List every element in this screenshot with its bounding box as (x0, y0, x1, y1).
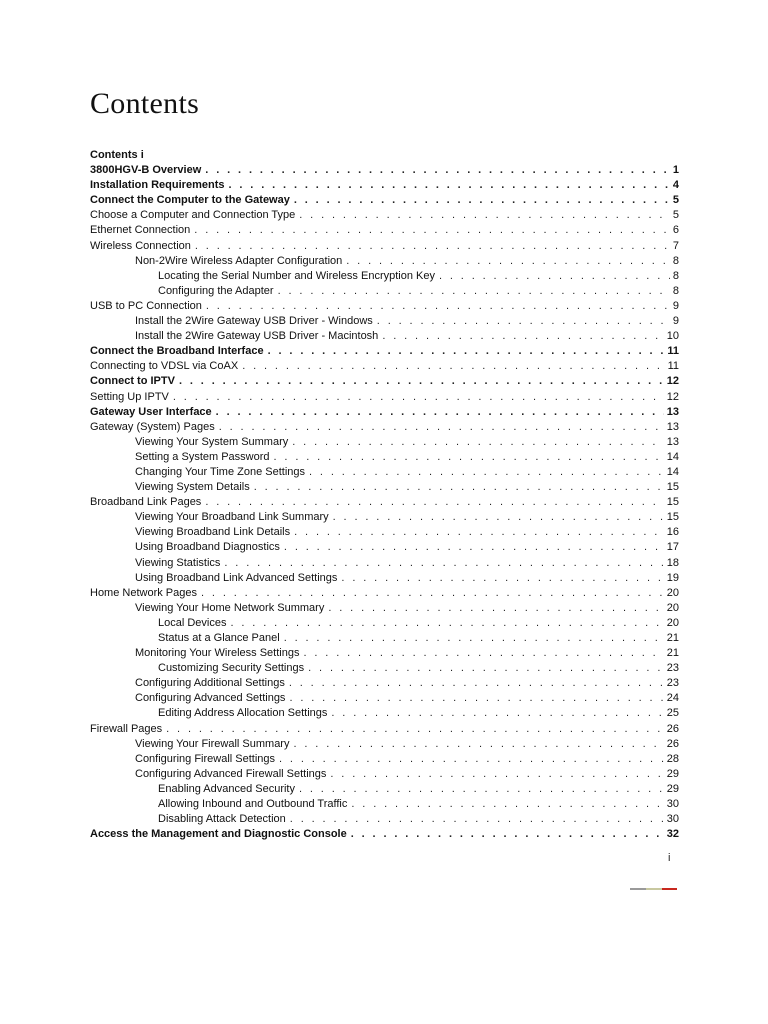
toc-entry-page: 12 (666, 390, 679, 403)
toc-entry-title: Connect the Broadband Interface (90, 345, 264, 358)
toc-entry[interactable] (90, 420, 679, 435)
page-number: i (668, 852, 671, 864)
toc-entry[interactable] (90, 148, 679, 163)
toc-dot-leader (293, 737, 663, 752)
toc-dot-leader (341, 571, 663, 586)
toc-entry-page: 14 (666, 465, 679, 478)
toc-entry[interactable] (90, 812, 679, 827)
toc-dot-leader (351, 827, 664, 842)
toc-dot-leader (230, 616, 663, 631)
toc-entry-title: Enabling Advanced Security (158, 782, 295, 795)
toc-dot-leader (289, 691, 663, 706)
toc-entry[interactable] (90, 435, 679, 450)
toc-entry-page: 13 (666, 435, 679, 448)
toc-entry-page: 9 (672, 315, 679, 328)
toc-entry-title: Wireless Connection (90, 239, 191, 252)
toc-entry-title: Local Devices (158, 616, 227, 629)
toc-dot-leader (179, 374, 664, 389)
toc-entry[interactable] (90, 344, 679, 359)
toc-dot-leader (216, 405, 664, 420)
toc-dot-leader (194, 223, 670, 238)
toc-dot-leader (292, 435, 663, 450)
toc-entry-title: Viewing Your Broadband Link Summary (135, 511, 329, 524)
toc-dot-leader (228, 178, 669, 193)
toc-entry-page: 30 (666, 813, 679, 826)
toc-entry-title: Configuring Advanced Settings (135, 692, 286, 705)
toc-dot-leader (284, 540, 664, 555)
toc-entry[interactable] (90, 676, 679, 691)
toc-entry[interactable] (90, 586, 679, 601)
toc-entry[interactable] (90, 556, 679, 571)
toc-entry[interactable] (90, 525, 679, 540)
toc-entry-title: Configuring Firewall Settings (135, 752, 276, 765)
toc-entry[interactable] (90, 571, 679, 586)
toc-entry-title: Using Broadband Link Advanced Settings (135, 571, 338, 584)
toc-dot-leader (346, 254, 670, 269)
toc-entry-page: 25 (666, 707, 679, 720)
toc-entry-page: 26 (666, 722, 679, 735)
toc-dot-leader (299, 782, 664, 797)
toc-entry-title: Viewing Statistics (135, 556, 221, 569)
toc-entry-title: USB to PC Connection (90, 299, 202, 312)
toc-entry[interactable] (90, 314, 679, 329)
toc-entry-title: Allowing Inbound and Outbound Traffic (158, 798, 348, 811)
toc-entry-title: Viewing Broadband Link Details (135, 526, 291, 539)
toc-dot-leader (284, 631, 664, 646)
toc-dot-leader (309, 465, 664, 480)
toc-entry-page: 4 (672, 179, 679, 192)
toc-entry-page: 20 (666, 601, 679, 614)
toc-entry-page: 10 (666, 330, 679, 343)
toc-dot-leader (289, 676, 664, 691)
toc-entry-page: 20 (666, 586, 679, 599)
toc-dot-leader (331, 706, 663, 721)
toc-entry-page: 18 (666, 556, 679, 569)
toc-dot-leader (351, 797, 663, 812)
toc-dot-leader (242, 359, 664, 374)
toc-entry[interactable] (90, 223, 679, 238)
toc-entry[interactable] (90, 737, 679, 752)
toc-dot-leader (274, 450, 664, 465)
toc-entry-title: Home Network Pages (90, 586, 197, 599)
toc-entry-page: 7 (672, 239, 679, 252)
toc-entry[interactable] (90, 269, 679, 284)
toc-entry[interactable] (90, 193, 679, 208)
toc-dot-leader (254, 480, 664, 495)
toc-dot-leader (330, 767, 663, 782)
toc-entry-page: 16 (666, 526, 679, 539)
toc-entry-page: 20 (666, 616, 679, 629)
toc-entry-page: 5 (672, 194, 679, 207)
page-title: Contents (90, 87, 200, 120)
toc-entry-title: Access the Management and Diagnostic Console (90, 828, 347, 841)
toc-entry[interactable] (90, 239, 679, 254)
toc-entry-page: 21 (666, 647, 679, 660)
toc-entry[interactable] (90, 752, 679, 767)
toc-entry[interactable] (90, 299, 679, 314)
toc-dot-leader (173, 390, 664, 405)
toc-entry-title: Installation Requirements (90, 179, 225, 192)
toc-entry-title: Status at a Glance Panel (158, 632, 280, 644)
toc-entry-title: Setting a System Password (135, 450, 270, 463)
toc-entry-title: Connect the Computer to the Gateway (90, 194, 290, 207)
toc-entry-page: 9 (672, 299, 679, 312)
toc-entry-title: Viewing System Details (135, 481, 250, 494)
toc-entry[interactable] (90, 616, 679, 631)
toc-dot-leader (201, 586, 664, 601)
toc-entry-page: 5 (672, 209, 679, 222)
toc-entry-page: 23 (666, 662, 679, 675)
toc-entry[interactable] (90, 480, 679, 495)
toc-entry[interactable] (90, 465, 679, 480)
toc-entry-page: 32 (666, 828, 679, 841)
toc-dot-leader (382, 329, 663, 344)
toc-entry-page: 1 (672, 164, 679, 177)
toc-entry[interactable] (90, 646, 679, 661)
toc-entry[interactable] (90, 722, 679, 737)
toc-entry-page: 8 (672, 284, 679, 297)
toc-entry[interactable] (90, 510, 679, 525)
toc-dot-leader (299, 208, 670, 223)
toc-entry-page: 8 (672, 269, 679, 282)
toc-entry-page: 8 (672, 254, 679, 267)
toc-entry-title: Disabling Attack Detection (158, 813, 286, 826)
toc-entry-title: Gateway User Interface (90, 405, 212, 418)
toc-entry-page: 24 (666, 692, 679, 705)
toc-entry[interactable] (90, 540, 679, 555)
toc-entry-title: Configuring Additional Settings (135, 677, 285, 690)
toc-dot-leader (279, 752, 664, 767)
toc-entry-title: Contents i (90, 149, 144, 161)
toc-entry-title: Viewing Your Firewall Summary (135, 737, 290, 750)
toc-dot-leader (377, 314, 670, 329)
toc-entry-page: 17 (666, 541, 679, 554)
toc-entry-page: 13 (666, 420, 679, 433)
toc-entry-page: 15 (666, 511, 679, 524)
toc-entry-page: 15 (666, 481, 679, 494)
toc-dot-leader (294, 525, 664, 540)
toc-entry[interactable] (90, 374, 679, 389)
toc-dot-leader (195, 239, 670, 254)
toc-dot-leader (303, 646, 663, 661)
toc-entry-title: Setting Up IPTV (90, 390, 169, 403)
toc-entry-page: 21 (666, 632, 679, 644)
table-of-contents (90, 148, 679, 842)
toc-entry[interactable] (90, 284, 679, 299)
toc-entry-title: Viewing Your Home Network Summary (135, 601, 325, 614)
toc-dot-leader (278, 284, 670, 299)
toc-dot-leader (294, 193, 670, 208)
toc-entry-title: Locating the Serial Number and Wireless Encryption Key (158, 269, 435, 282)
toc-dot-leader (328, 601, 663, 616)
toc-entry-page: 29 (666, 767, 679, 780)
toc-entry[interactable] (90, 208, 679, 223)
toc-entry[interactable] (90, 661, 679, 676)
toc-entry-title: Gateway (System) Pages (90, 420, 215, 433)
toc-entry[interactable] (90, 691, 679, 706)
footer-color-bar (662, 888, 677, 890)
toc-entry-title: Using Broadband Diagnostics (135, 541, 280, 554)
toc-entry-title: Editing Address Allocation Settings (158, 707, 328, 720)
toc-entry[interactable] (90, 163, 679, 178)
toc-entry-page: 13 (666, 405, 679, 418)
toc-dot-leader (166, 722, 664, 737)
toc-entry-page: 30 (666, 798, 679, 811)
toc-entry-title: Choose a Computer and Connection Type (90, 209, 296, 222)
toc-dot-leader (206, 299, 670, 314)
toc-entry-title: Changing Your Time Zone Settings (135, 465, 306, 478)
toc-entry-page: 15 (666, 496, 679, 509)
toc-entry-title: Install the 2Wire Gateway USB Driver - Windows (135, 315, 373, 328)
toc-entry-title: Configuring the Adapter (158, 284, 274, 297)
toc-entry-title: Ethernet Connection (90, 224, 191, 237)
toc-entry[interactable] (90, 495, 679, 510)
toc-dot-leader (224, 556, 663, 571)
toc-entry[interactable] (90, 450, 679, 465)
toc-entry[interactable] (90, 359, 679, 374)
toc-entry-title: Viewing Your System Summary (135, 435, 289, 448)
toc-entry[interactable] (90, 254, 679, 269)
toc-entry-page: 23 (666, 677, 679, 690)
footer-color-bar (630, 888, 646, 890)
toc-entry-page: 28 (666, 752, 679, 765)
toc-entry-title: Customizing Security Settings (158, 662, 305, 675)
toc-entry-title: Configuring Advanced Firewall Settings (135, 767, 327, 780)
toc-entry[interactable] (90, 329, 679, 344)
toc-dot-leader (308, 661, 664, 676)
toc-dot-leader (205, 495, 663, 510)
toc-dot-leader (268, 344, 665, 359)
toc-entry-title: Install the 2Wire Gateway USB Driver - Macintosh (135, 330, 379, 343)
toc-entry[interactable] (90, 827, 679, 842)
footer-color-bar (646, 888, 662, 890)
toc-entry-title: Broadband Link Pages (90, 496, 202, 509)
toc-entry-page: 29 (666, 782, 679, 795)
toc-entry-page: 6 (672, 224, 679, 237)
toc-dot-leader (439, 269, 670, 284)
toc-entry-page: 26 (666, 737, 679, 750)
toc-entry-title: Non-2Wire Wireless Adapter Configuration (135, 254, 343, 267)
toc-entry[interactable] (90, 706, 679, 721)
toc-entry[interactable] (90, 601, 679, 616)
toc-entry[interactable] (90, 631, 679, 646)
toc-dot-leader (333, 510, 664, 525)
toc-entry-page: 14 (666, 450, 679, 463)
toc-entry-title: Connect to IPTV (90, 375, 175, 388)
toc-entry[interactable] (90, 390, 679, 405)
toc-entry-title: Firewall Pages (90, 722, 163, 735)
toc-entry-title: 3800HGV-B Overview (90, 164, 202, 177)
toc-entry[interactable] (90, 405, 679, 420)
toc-entry[interactable] (90, 767, 679, 782)
toc-dot-leader (290, 812, 664, 827)
toc-dot-leader (205, 163, 670, 178)
toc-entry-page: 19 (666, 571, 679, 584)
toc-entry-title: Monitoring Your Wireless Settings (135, 647, 300, 660)
toc-entry-page: 11 (667, 345, 679, 358)
toc-dot-leader (219, 420, 664, 435)
toc-entry-title: Connecting to VDSL via CoAX (90, 360, 239, 373)
toc-entry[interactable] (90, 797, 679, 812)
toc-entry-page: 12 (666, 375, 679, 388)
toc-entry-page: 11 (667, 360, 679, 373)
toc-entry[interactable] (90, 178, 679, 193)
toc-entry[interactable] (90, 782, 679, 797)
